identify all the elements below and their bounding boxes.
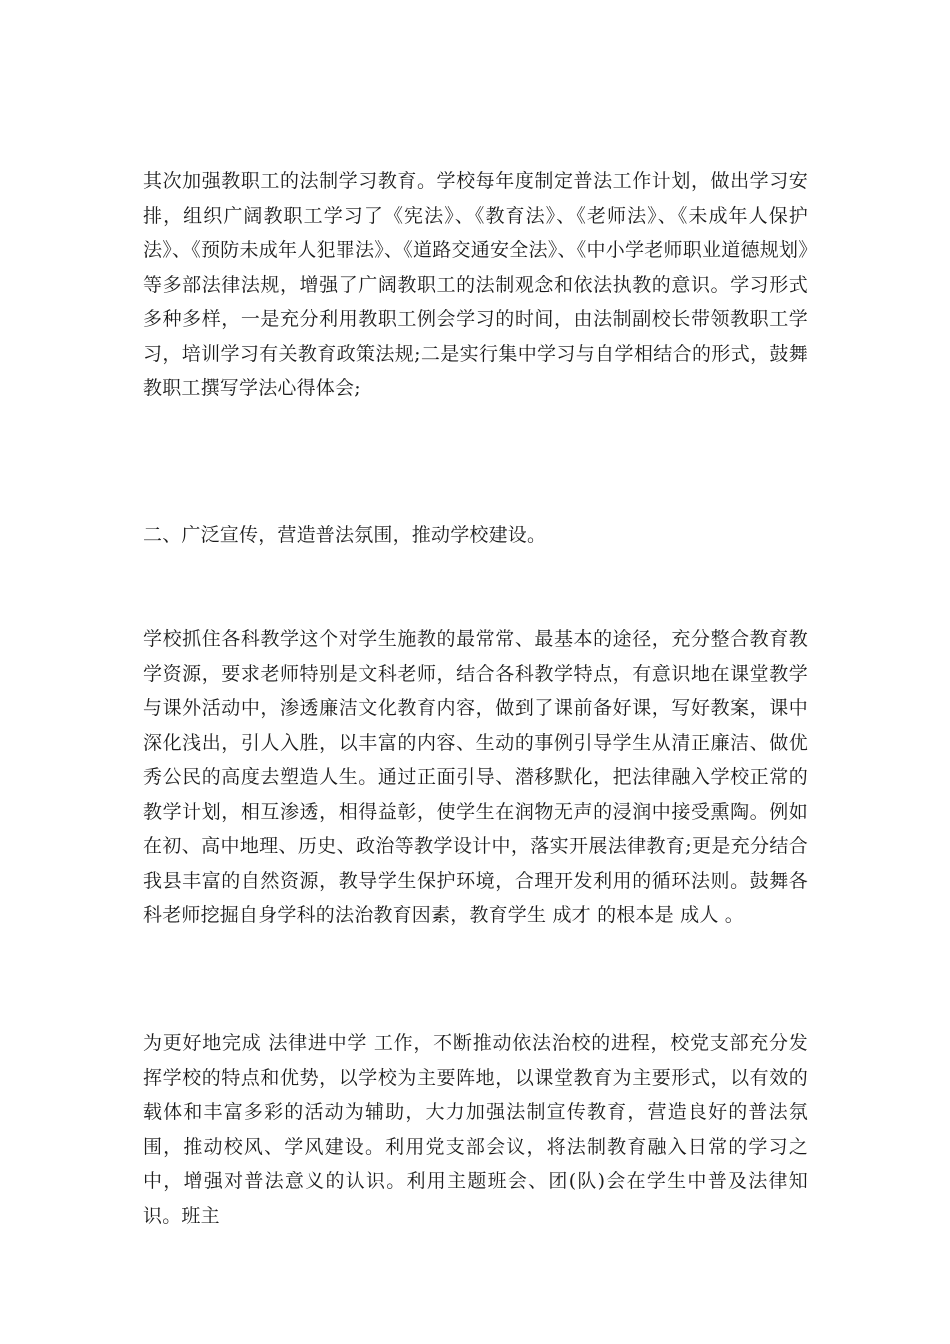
paragraph-law-into-school: 为更好地完成 法律进中学 工作，不断推动依法治校的进程，校党支部充分发挥学校的特点和优势，以学校为主要阵地，以课堂教育为主要形式，以有效的载体和丰富多彩的活动为辅助，大力加强法制宣传教育，营造良好的普法氛围，推动校风、学风建设。利用党支部会议，将法制教育融入日常的学习之中，增强对普法意义的认识。利用主题班会、团(队)会在学生中普及法律知识。班主 xyxy=(143,1032,808,1227)
paragraph-subject-teaching: 学校抓住各科教学这个对学生施教的最常常、最基本的途径，充分整合教育教学资源，要求老师特别是文科老师，结合各科教学特点，有意识地在课堂教学与课外活动中，渗透廉洁文化教育内容，做到了课前备好课，写好教案，课中深化浅出，引人入胜，以丰富的内容、生动的事例引导学生从清正廉洁、做优秀公民的高度去塑造人生。通过正面引导、潜移默化，把法律融入学校正常的教学计划，相互渗透，相得益彰，使学生在润物无声的浸润中接受熏陶。例如在初、高中地理、历史、政治等教学设计中，落实开展法律教育;更是充分结合我县丰富的自然资源，教导学生保护环境，合理开发利用的循环法则。鼓舞各科老师挖掘自身学科的法治教育因素，教育学生 成才 的根本是 成人 。 xyxy=(143,628,808,926)
section-heading-publicity: 二、广泛宣传，营造普法氛围，推动学校建设。 xyxy=(143,524,547,546)
paragraph-teacher-legal-study: 其次加强教职工的法制学习教育。学校每年度制定普法工作计划，做出学习安排，组织广阔教职工学习了《宪法》、《教育法》、《老师法》、《未成年人保护法》、《预防未成年人犯罪法》、《道路交通安全法》、《中小学老师职业道德规划》等多部法律法规，增强了广阔教职工的法制观念和依法执教的意识。学习形式多种多样，一是充分利用教职工例会学习的时间，由法制副校长带领教职工学习，培训学习有关教育政策法规;二是实行集中学习与自学相结合的形式，鼓舞教职工撰写学法心得体会; xyxy=(143,170,808,399)
